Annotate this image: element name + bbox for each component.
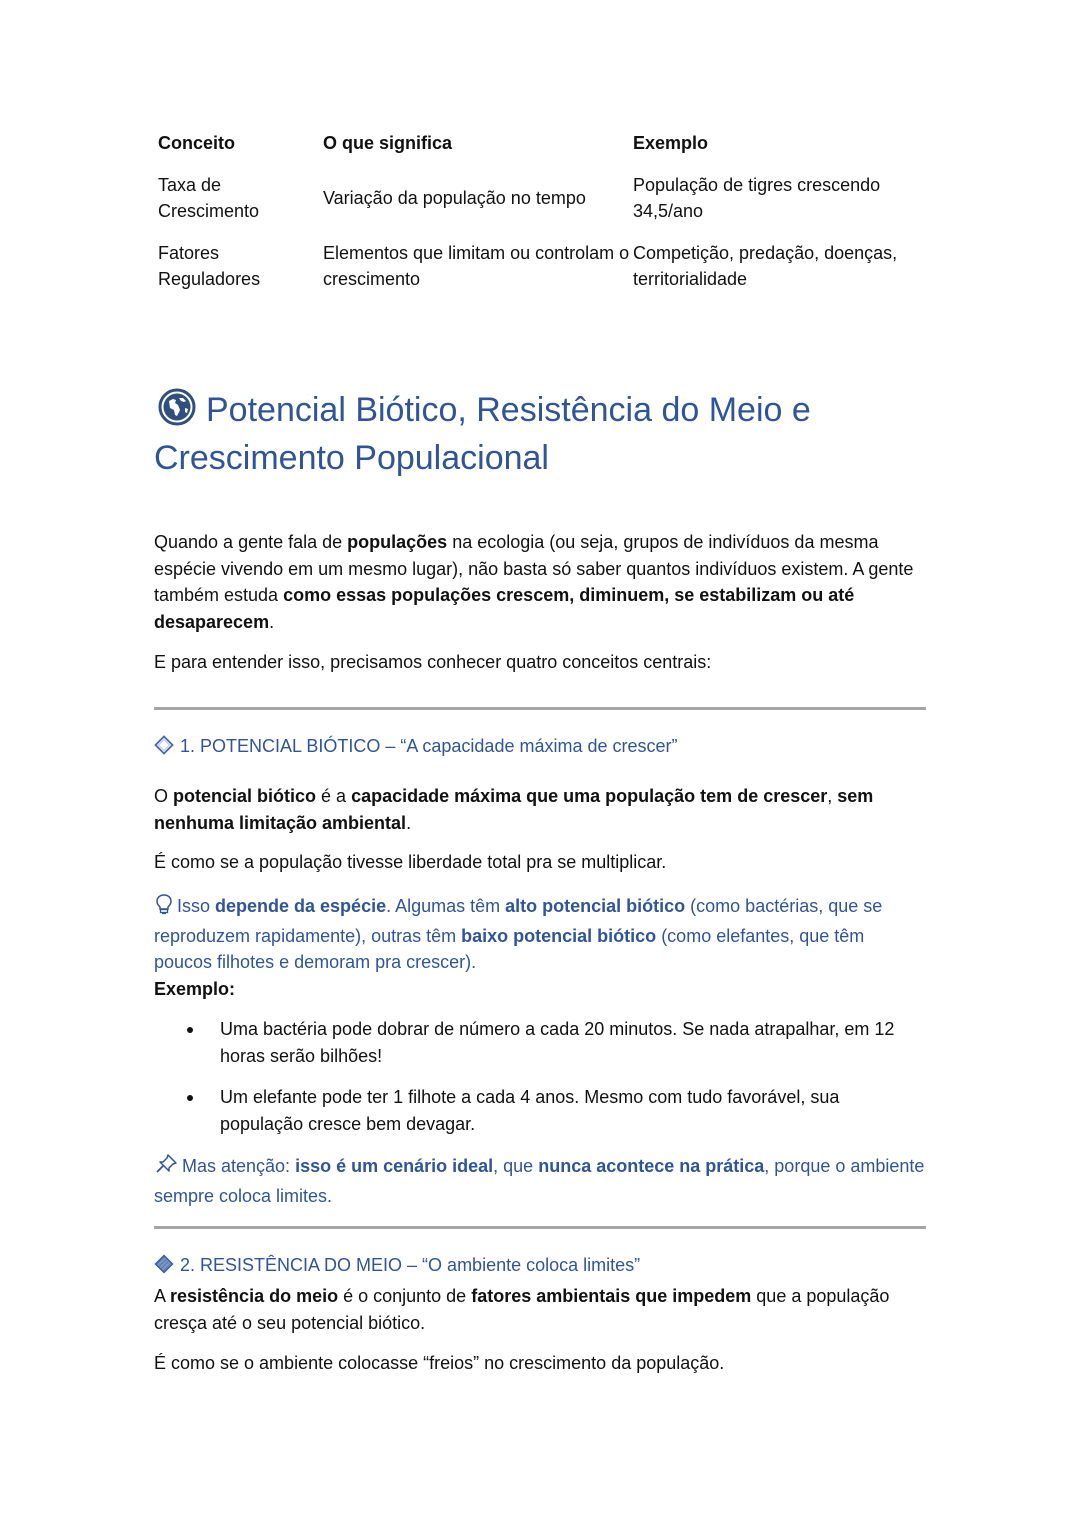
bullet-icon xyxy=(187,1027,193,1033)
examples-list xyxy=(154,1016,926,1152)
concept2-heading-text: 2. RESISTÊNCIA DO MEIO – “O ambiente coloca limites” xyxy=(180,1255,641,1275)
concept2-definition xyxy=(154,1283,926,1336)
column-header-concept: Conceito xyxy=(158,133,236,153)
concept2-analogy: É como se o ambiente colocasse “freios” no crescimento da população. xyxy=(154,1353,725,1373)
bold-text: nunca acontece na prática xyxy=(538,1156,765,1176)
text: é o conjunto de xyxy=(338,1286,472,1306)
intro-lead-in: E para entender isso, precisamos conhecer quatro conceitos centrais: xyxy=(154,652,712,672)
column-header-example: Exemplo xyxy=(633,133,709,153)
cell-example: População de tigres crescendo 34,5/ano xyxy=(633,175,881,221)
text: O xyxy=(154,786,174,806)
text: , que xyxy=(493,1156,539,1176)
bold-text: alto potencial biótico xyxy=(505,896,686,916)
table-header-row xyxy=(158,130,918,172)
concept1-analogy: É como se a população tivesse liberdade total pra se multiplicar. xyxy=(154,852,667,872)
list-item xyxy=(154,1016,926,1069)
list-item-text: Uma bactéria pode dobrar de número a cada 20 minutos. Se nada atrapalhar, em 12 horas serão bilhões! xyxy=(220,1019,895,1066)
diamond-filled-icon xyxy=(154,1254,174,1281)
concept-table xyxy=(158,130,918,308)
text: . xyxy=(269,611,275,632)
lightbulb-icon xyxy=(154,893,174,923)
divider xyxy=(154,707,926,710)
concept1-heading-text: 1. POTENCIAL BIÓTICO – “A capacidade máxima de crescer” xyxy=(180,736,678,756)
section-heading xyxy=(154,386,854,482)
list-item-text: Um elefante pode ter 1 filhote a cada 4 anos. Mesmo com tudo favorável, sua população cresce bem devagar. xyxy=(220,1087,840,1134)
bold-text: populações xyxy=(347,532,448,552)
text: . Algumas têm xyxy=(386,896,506,916)
bold-text: capacidade máxima que uma população tem de crescer xyxy=(351,786,828,806)
text: na ecologia (ou seja, grupos de indivíduos da mesma espécie vivendo em um mesmo lugar), não basta só saber quantos indivíduos existem. A gente também estuda xyxy=(154,532,914,605)
cell-concept: Taxa de Crescimento xyxy=(158,175,260,221)
example-label xyxy=(154,976,926,1003)
text: (como bactérias, que se reproduzem rapidamente), outras têm xyxy=(154,896,883,946)
cell-meaning: Variação da população no tempo xyxy=(323,188,586,208)
text: , xyxy=(827,786,838,806)
concept1-heading xyxy=(154,733,926,762)
bold-text: fatores ambientais que impedem xyxy=(471,1286,752,1306)
text: que a população cresça até o seu potencial biótico. xyxy=(154,1286,890,1333)
bold-text: Exemplo: xyxy=(154,979,236,999)
column-header-meaning: O que significa xyxy=(323,133,453,153)
bold-text: sem nenhuma limitação ambiental xyxy=(154,786,874,833)
bold-text: como essas populações crescem, diminuem, se estabilizam ou até desaparecem xyxy=(154,585,855,632)
concept1-tip xyxy=(154,893,926,976)
concept1-note xyxy=(154,1153,926,1209)
cell-meaning: Elementos que limitam ou controlam o crescimento xyxy=(323,243,630,289)
text: Quando a gente fala de xyxy=(154,532,348,552)
text: A xyxy=(154,1286,171,1306)
text: Isso xyxy=(177,896,216,916)
bold-text: baixo potencial biótico xyxy=(461,925,657,946)
cell-concept: Fatores Reguladores xyxy=(158,243,261,289)
list-item xyxy=(154,1084,926,1137)
table-row xyxy=(158,240,918,308)
bullet-icon xyxy=(187,1095,193,1101)
bold-text: depende da espécie xyxy=(215,896,387,916)
concept2-heading xyxy=(154,1252,926,1281)
text: (como elefantes, que têm poucos filhotes e demoram pra crescer). xyxy=(154,925,865,972)
pushpin-icon xyxy=(154,1153,180,1183)
bold-text: potencial biótico xyxy=(173,786,317,806)
text: Mas atenção: xyxy=(182,1156,296,1176)
cell-example: Competição, predação, doenças, territorialidade xyxy=(633,243,898,289)
concept1-definition xyxy=(154,783,926,836)
intro-paragraph xyxy=(154,529,926,635)
text: . xyxy=(406,812,412,833)
globe-icon xyxy=(158,388,196,426)
section-title-text: Potencial Biótico, Resistência do Meio e Crescimento Populacional xyxy=(154,391,811,477)
bold-text: isso é um cenário ideal xyxy=(295,1156,494,1176)
text: é a xyxy=(316,786,352,806)
diamond-outline-icon xyxy=(154,735,174,762)
bold-text: resistência do meio xyxy=(170,1286,339,1306)
divider xyxy=(154,1226,926,1229)
text: , porque o ambiente sempre coloca limites. xyxy=(154,1156,925,1206)
table-row xyxy=(158,172,918,240)
